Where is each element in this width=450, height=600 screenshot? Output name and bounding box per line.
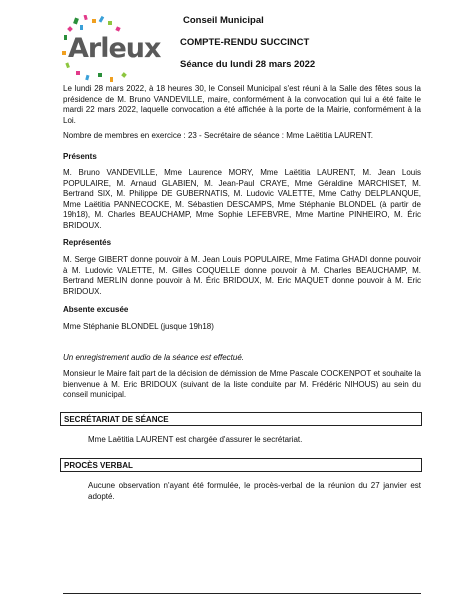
resignation-paragraph: Monsieur le Maire fait part de la décision de démission de Mme Pascale COCKENPOT et souhaite la bienvenue à M. Eric BRIDOUX (suivant de la liste conduite par M. Frédéric NIHOUS) au sein du conseil municipal. <box>63 369 421 400</box>
excused-heading: Absente excusée <box>63 305 129 314</box>
secretariat-text: Mme Laëtitia LAURENT est chargée d'assurer le secrétariat. <box>88 435 303 444</box>
represented-heading: Représentés <box>63 238 112 247</box>
intro-paragraph: Le lundi 28 mars 2022, à 18 heures 30, le Conseil Municipal s'est réuni à la Salle des fêtes sous la présidence de M. Bruno VANDEVILLE, maire, conformément à la convocation qui lui a été faite le mardi 22 mars 2022, laquelle convocation a été affichée à la porte de la Mairie, conformément à la Loi. <box>63 84 421 125</box>
secretariat-section-header <box>60 412 422 426</box>
arleux-logo <box>62 15 170 85</box>
session-date: Séance du lundi 28 mars 2022 <box>180 59 316 70</box>
minutes-section-header <box>60 458 422 472</box>
represented-list: M. Serge GIBERT donne pouvoir à M. Jean Louis POPULAIRE, Mme Fatima GHADI donne pouvoir à M. Ludovic VALETTE, M. Gilles COQUELLE donne pouvoir à M. Charles BEAUCHAMP, M. Bertrand MERLIN donne pouvoir à M. Éric BRIDOUX, M. Eric MAQUET donne pouvoir à M. Eric BRIDOUX. <box>63 255 421 296</box>
secretariat-title: SECRÉTARIAT DE SÉANCE <box>64 415 169 424</box>
present-heading: Présents <box>63 152 97 161</box>
audio-notice: Un enregistrement audio de la séance est effectué. <box>63 353 244 362</box>
minutes-text: Aucune observation n'ayant été formulée, le procès-verbal de la réunion du 27 janvier est adopté. <box>88 481 421 501</box>
excused-text: Mme Stéphanie BLONDEL (jusque 19h18) <box>63 322 214 331</box>
report-title: COMPTE-RENDU SUCCINCT <box>180 37 310 48</box>
footer-rule <box>63 593 421 594</box>
members-paragraph: Nombre de membres en exercice : 23 - Secrétaire de séance : Mme Laëtitia LAURENT. <box>63 131 373 140</box>
logo-wordmark: Arleux <box>68 33 161 64</box>
present-list: M. Bruno VANDEVILLE, Mme Laurence MORY, Mme Laëtitia LAURENT, M. Jean Louis POPULAIRE, M. Arnaud GLABIEN, M. Jean-Paul CRAYE, Mme Géraldine MARCHISET, M. Bertrand SIX, M. Philippe DE GUBERNATIS, M. Ludovic VALETTE, Mme Cathy DELPLANQUE, Mme Laëtitia PANNECOCKE, M. Sébastien DESCAMPS, Mme Stéphanie BLONDEL (à partir de 19h18), M. Charles BEAUCHAMP, Mme Sophie LEFEBVRE, Mme Martine PINHEIRO, M. Éric BRIDOUX. <box>63 168 421 230</box>
council-heading: Conseil Municipal <box>183 15 264 26</box>
minutes-title: PROCÈS VERBAL <box>64 461 133 470</box>
